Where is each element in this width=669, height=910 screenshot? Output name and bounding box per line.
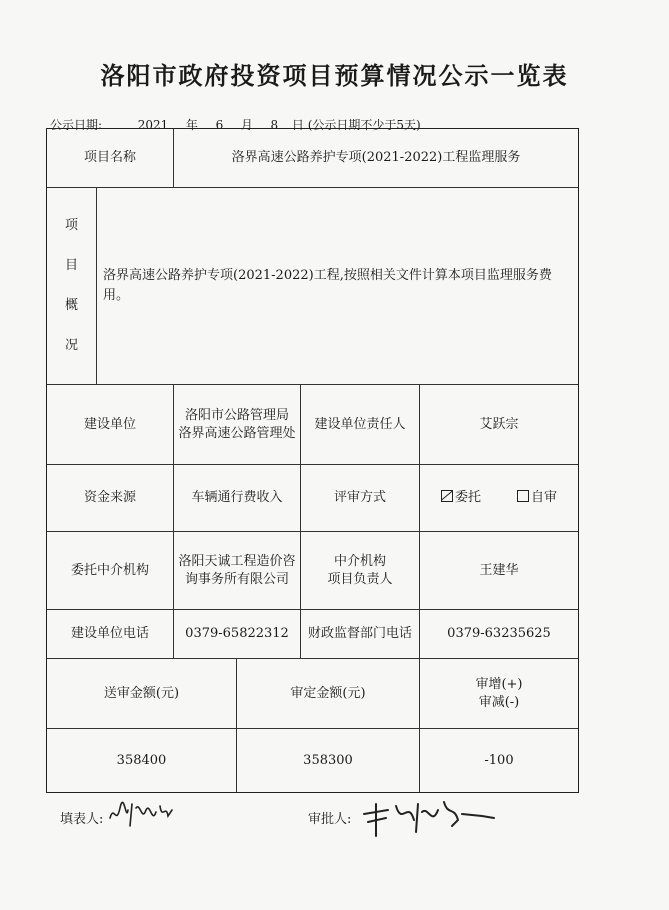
finance-phone-value: 0379-63235625 <box>420 610 578 659</box>
project-name-label: 项目名称 <box>47 129 174 188</box>
agency-value: 洛阳天诚工程造价咨 询事务所有限公司 <box>174 532 301 610</box>
date-year-unit: 年 <box>185 118 198 132</box>
checkbox-icon <box>517 490 529 502</box>
review-method-label: 评审方式 <box>301 465 420 532</box>
approver-signature <box>358 796 498 848</box>
date-month: 6 <box>215 118 224 132</box>
finance-phone-label: 财政监督部门电话 <box>301 610 420 659</box>
filler-label: 填表人: <box>60 812 104 827</box>
agency-label: 委托中介机构 <box>47 532 174 610</box>
change-label: 审增(+) 审减(-) <box>420 659 578 729</box>
date-note: (公示日期不少于5天) <box>307 118 421 132</box>
fund-source-label: 资金来源 <box>47 465 174 532</box>
construction-unit-label: 建设单位 <box>47 385 174 465</box>
filler-signature <box>106 796 186 832</box>
submitted-amount-label: 送审金额(元) <box>47 659 237 729</box>
project-name-value: 洛界高速公路养护专项(2021-2022)工程监理服务 <box>174 129 578 188</box>
summary-label: 项 目 概 况 <box>47 188 97 385</box>
responsible-person-label: 建设单位责任人 <box>301 385 420 465</box>
review-method-options <box>420 465 578 532</box>
date-label: 公示日期: <box>50 118 103 132</box>
summary-value: 洛界高速公路养护专项(2021-2022)工程,按照相关文件计算本项目监理服务费用。 <box>97 188 578 385</box>
approver-label: 审批人: <box>308 812 352 827</box>
date-day: 8 <box>270 118 279 132</box>
submitted-amount-value: 358400 <box>47 729 237 792</box>
construction-unit-value: 洛阳市公路管理局 洛界高速公路管理处 <box>174 385 301 465</box>
date-year: 2021 <box>137 118 169 132</box>
fund-source-value: 车辆通行费收入 <box>174 465 301 532</box>
review-option-commission[interactable]: 委托 <box>441 489 481 507</box>
page-title: 洛阳市政府投资项目预算情况公示一览表 <box>100 61 569 90</box>
date-month-unit: 月 <box>240 118 253 132</box>
checked-checkbox-icon <box>441 490 453 502</box>
budget-table <box>46 128 579 793</box>
agency-lead-label: 中介机构 项目负责人 <box>301 532 420 610</box>
review-option-self[interactable]: 自审 <box>517 489 557 507</box>
date-day-unit: 日 <box>291 118 304 132</box>
approved-amount-label: 审定金额(元) <box>237 659 420 729</box>
change-value: -100 <box>484 752 514 768</box>
unit-phone-value: 0379-65822312 <box>174 610 301 659</box>
approved-amount-value: 358300 <box>237 729 420 792</box>
agency-lead-value: 王建华 <box>420 532 578 610</box>
unit-phone-label: 建设单位电话 <box>47 610 174 659</box>
responsible-person-value: 艾跃宗 <box>420 385 578 465</box>
